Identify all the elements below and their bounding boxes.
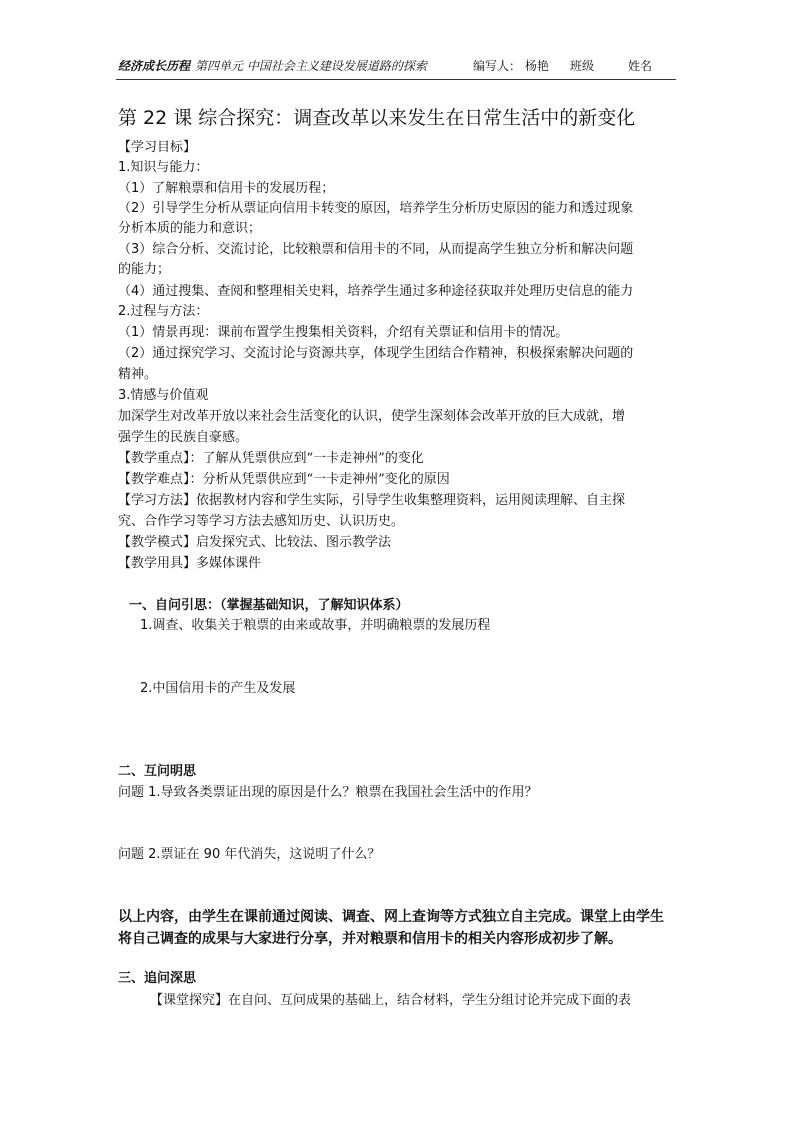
header-brand: 经济成长历程	[118, 59, 191, 73]
process-title: 2.过程与方法：	[118, 304, 209, 319]
emotion-item-1b: 强学生的民族自豪感。	[118, 430, 249, 445]
learning-method-b: 究、合作学习等学习方法去感知历史、认识历史。	[118, 514, 405, 529]
section2-heading: 二、互问明思	[118, 764, 197, 779]
section1-item-2: 2.中国信用卡的产生及发展	[140, 681, 296, 696]
knowledge-item-4: （4）通过搜集、查阅和整理相关史料，培养学生通过多种途径获取并处理历史信息的能力	[118, 284, 634, 299]
knowledge-item-3b: 的能力；	[118, 262, 171, 277]
process-item-2b: 精神。	[118, 367, 158, 382]
section3-heading: 三、追问深思	[118, 971, 197, 986]
emotion-item-1a: 加深学生对改革开放以来社会生活变化的认识，使学生深刻体会改革开放的巨大成就，增	[118, 409, 626, 424]
lesson-title: 第 22 课 综合探究：调查改革以来发生在日常生活中的新变化	[118, 107, 636, 129]
teaching-tools: 【教学用具】多媒体课件	[118, 556, 262, 571]
summary-line-1: 以上内容，由学生在课前通过阅读、调查、网上查询等方式独立自主完成。课堂上由学生	[118, 909, 664, 925]
section1-heading: 一、自问引思：（掌握基础知识，了解知识体系）	[129, 598, 409, 613]
learning-method-a: 【学习方法】依据教材内容和学生实际，引导学生收集整理资料，运用阅读理解、自主探	[118, 493, 626, 508]
knowledge-item-2b: 分析本质的能力和意识；	[118, 221, 262, 236]
process-item-2a: （2）通过探究学习、交流讨论与资源共享，体现学生团结合作精神，积极探索解决问题的	[118, 346, 634, 361]
section3-paragraph: 【课堂探究】在自问、互问成果的基础上，结合材料，学生分组讨论并完成下面的表	[150, 993, 632, 1008]
header-name-label: 姓名	[628, 59, 653, 73]
summary-line-2: 将自己调查的成果与大家进行分享，并对粮票和信用卡的相关内容形成初步了解。	[118, 931, 622, 947]
objectives-heading: 【学习目标】	[118, 140, 197, 155]
knowledge-item-1: （1）了解粮票和信用卡的发展历程；	[118, 181, 335, 196]
header-divider	[116, 79, 676, 80]
process-item-1: （1）情景再现：课前布置学生搜集相关资料，介绍有关票证和信用卡的情况。	[118, 325, 569, 340]
emotion-title: 3.情感与价值观	[118, 388, 209, 403]
header-unit: 第四单元 中国社会主义建设发展道路的探索	[195, 59, 427, 73]
teaching-difficult-point: 【教学难点】：分析从凭票供应到“一卡走神州”变化的原因	[118, 472, 450, 487]
section1-item-1: 1.调查、收集关于粮票的由来或故事，并明确粮票的发展历程	[140, 618, 491, 633]
knowledge-item-2a: （2）引导学生分析从票证向信用卡转变的原因，培养学生分析历史原因的能力和透过现象	[118, 201, 634, 216]
section2-question-2: 问题 2.票证在 90 年代消失，这说明了什么？	[118, 847, 381, 862]
section2-question-1: 问题 1.导致各类票证出现的原因是什么？粮票在我国社会生活中的作用？	[118, 785, 538, 800]
knowledge-item-3a: （3）综合分析、交流讨论，比较粮票和信用卡的不同，从而提高学生独立分析和解决问题	[118, 242, 634, 257]
header-author: 编写人： 杨艳	[473, 59, 549, 73]
knowledge-title: 1.知识与能力：	[118, 160, 209, 175]
page-header	[118, 57, 676, 75]
teaching-key-point: 【教学重点】：了解从凭票供应到“一卡走神州”的变化	[118, 451, 424, 466]
teaching-mode: 【教学模式】启发探究式、比较法、图示教学法	[118, 535, 392, 550]
header-class-label: 班级	[570, 59, 595, 73]
